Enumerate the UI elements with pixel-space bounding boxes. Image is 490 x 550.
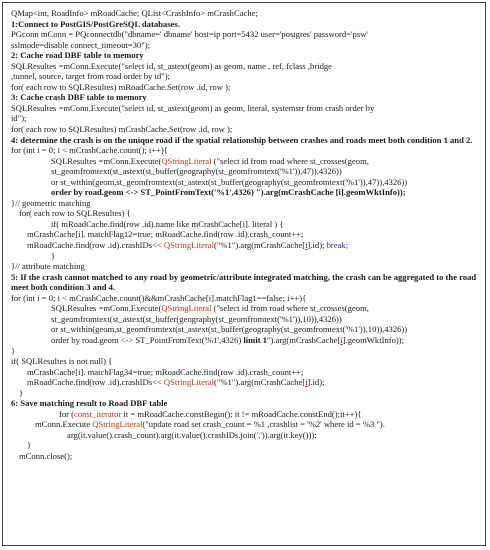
- code-token: i: [305, 377, 308, 388]
- keyword-token: QStringLiteral: [163, 377, 215, 388]
- code-token: mRoadCache.find(row .id).crashIDs<<: [27, 377, 164, 388]
- code-line: or st_within(geom,st_geomfromtext(st_astext(st_buffer(geography(st_geomfromtext('%1')),47)),4326)): [51, 176, 408, 187]
- code-line: }: [19, 387, 24, 398]
- code-token: SQLResultes =mConn.Execute(: [51, 303, 162, 314]
- code-line: [11, 240, 480, 251]
- keyword-token: QStringLiteral: [163, 240, 215, 251]
- code-line: ,tunnel, source, target from road order by id");: [11, 71, 170, 82]
- code-token: ").arg(mCrashCache[: [267, 334, 341, 345]
- code-line: [11, 303, 480, 314]
- code-token: SQLResultes =mConn.Execute(: [51, 155, 162, 166]
- code-token: limit 1: [243, 334, 268, 345]
- code-line: [11, 335, 480, 346]
- code-comment: }// attribute matching: [11, 261, 85, 272]
- code-line: [11, 156, 480, 167]
- code-line: for( each row to SQLResultes) mCrashCache.Set(row .id, row );: [11, 124, 233, 135]
- code-line: [11, 419, 480, 430]
- code-line: st_geomfromtext(st_astext(st_buffer(geography(st_geomfromtext('%1')),47)),4326)): [51, 166, 342, 177]
- step-heading: 1:Connect to PostGIS/PostGreSQL databases.: [11, 18, 180, 29]
- code-token: .arg(mCrashCache[: [238, 377, 306, 388]
- step-heading: 3: Cache crash DBF table to memory: [11, 92, 147, 103]
- code-line: mConn.close();: [19, 450, 73, 461]
- keyword-token: QStringLiteral: [161, 303, 212, 314]
- code-line: sslmode=disable connect_timeout=30");: [11, 39, 150, 50]
- code-line: or st_within(geom,st_geomfromtext(st_astext(st_buffer(geography(st_geomfromtext('%1')),10)),4326)): [51, 324, 408, 335]
- step-heading: 5: If the crash cannot matched to any road by geometric/attribute integrated matching, the crash can be aggregated to the road meet both condition 3 and 4.: [11, 271, 477, 293]
- keyword-token: const_iterator: [74, 408, 122, 419]
- code-token: ("update road set crash_count = %1 ,crashlist = '%2' where id = %3 ").: [142, 419, 385, 430]
- code-line: for( each row to SQLResultes) {: [19, 208, 131, 219]
- code-line: for (int i = 0; i < mCrashCache.count()&&mCrashCache[i].matchFlag1==false; i++){: [11, 292, 307, 303]
- code-line: id");: [11, 113, 27, 124]
- code-line: if( mRoadCache.find(row .id).name like mCrashCache[i]. literal ) {: [51, 218, 284, 229]
- code-line: }: [27, 440, 32, 451]
- code-token: mRoadCache.find(row .id).crashIDs<<: [27, 240, 164, 251]
- code-line: PGconn mConn = PQconnectdb("dbname=' dbname' host=ip port=5432 user='postgres' password='psw': [11, 29, 368, 40]
- code-line: SQLResultes =mConn.Execute("select id, st_astext(geom) as geom, literal, systemstr from crash order by: [11, 102, 375, 113]
- code-token: it = mRoadCache.constBegin(); it != mRoadCache.constEnd();it++){: [121, 408, 362, 419]
- code-listing: [3, 3, 485, 462]
- code-line: mCrashCache[i]. matchFlag34=true; mRoadCache.find(row .id).crash_count++;: [27, 366, 304, 377]
- code-line: arg(it.value().crash_count).arg(it.value().crashIDs.join(',')).arg(it.key()));: [67, 429, 317, 440]
- code-line: [11, 377, 480, 388]
- code-token: ("%1"): [214, 377, 239, 388]
- code-line: }: [11, 345, 16, 356]
- code-comment: }// geometric matching: [11, 197, 91, 208]
- step-heading: 4: determine the crash is on the unique road if the spatial relationship between crashes and roads meet both condition 1 and 2.: [11, 134, 473, 145]
- code-token: ("select id from road where st_crosses(geom,: [211, 303, 369, 314]
- code-token: i: [340, 334, 343, 345]
- code-listing-frame: [2, 2, 486, 546]
- code-line: for (int i = 0; i < mCrashCache.count(); i++){: [11, 145, 168, 156]
- code-token: ("select id from road where st_crosses(geom,: [211, 155, 369, 166]
- code-line: order by road.geom <-> ST_PointFromText('%1',4326) ").arg(mCrashCache [i].geomWktInfo));: [51, 187, 406, 198]
- code-token: for (: [59, 408, 75, 419]
- code-token: .arg(mCrashCache[: [238, 240, 306, 251]
- step-heading: 6: Save matching result to Road DBF table: [11, 398, 168, 409]
- code-line: [11, 409, 480, 420]
- code-token: i: [305, 240, 308, 251]
- step-heading: 2: Cache road DBF table to memory: [11, 50, 144, 61]
- code-token: ].id);: [307, 240, 327, 251]
- code-line: mCrashCache[i]. matchFlag12=true; mRoadCache.find(row .id).crash_count++;: [27, 229, 304, 240]
- code-line: }: [51, 250, 56, 261]
- keyword-token: QStringLiteral: [92, 419, 143, 430]
- keyword-token: QStringLiteral: [161, 155, 212, 166]
- code-line: if( SQLResultes is not null) {: [11, 356, 113, 367]
- code-line: for( each row to SQLResultes) mRoadCache.Set(row .id, row );: [11, 81, 231, 92]
- code-line: st_geomfromtext(st_astext(st_buffer(geography(st_geomfromtext('%1')),10)),4326)): [51, 313, 342, 324]
- code-token: mConn.Execute: [35, 419, 93, 430]
- keyword-token: break;: [326, 240, 349, 251]
- code-token: ].geomWktInfo));: [342, 334, 405, 345]
- code-token: ].id);: [307, 377, 325, 388]
- code-token: ("%1"): [214, 240, 239, 251]
- code-line: QMap<int, RoadInfo> mRoadCache; QList<CrashInfo> mCrashCache;: [11, 8, 258, 18]
- code-line: SQLResultes =mConn.Execute("select id, st_astext(geom) as geom, name , ref, fclass ,bridge: [11, 60, 332, 71]
- code-token: order by road.geom <-> ST_PointFromText('%1',4326): [51, 334, 244, 345]
